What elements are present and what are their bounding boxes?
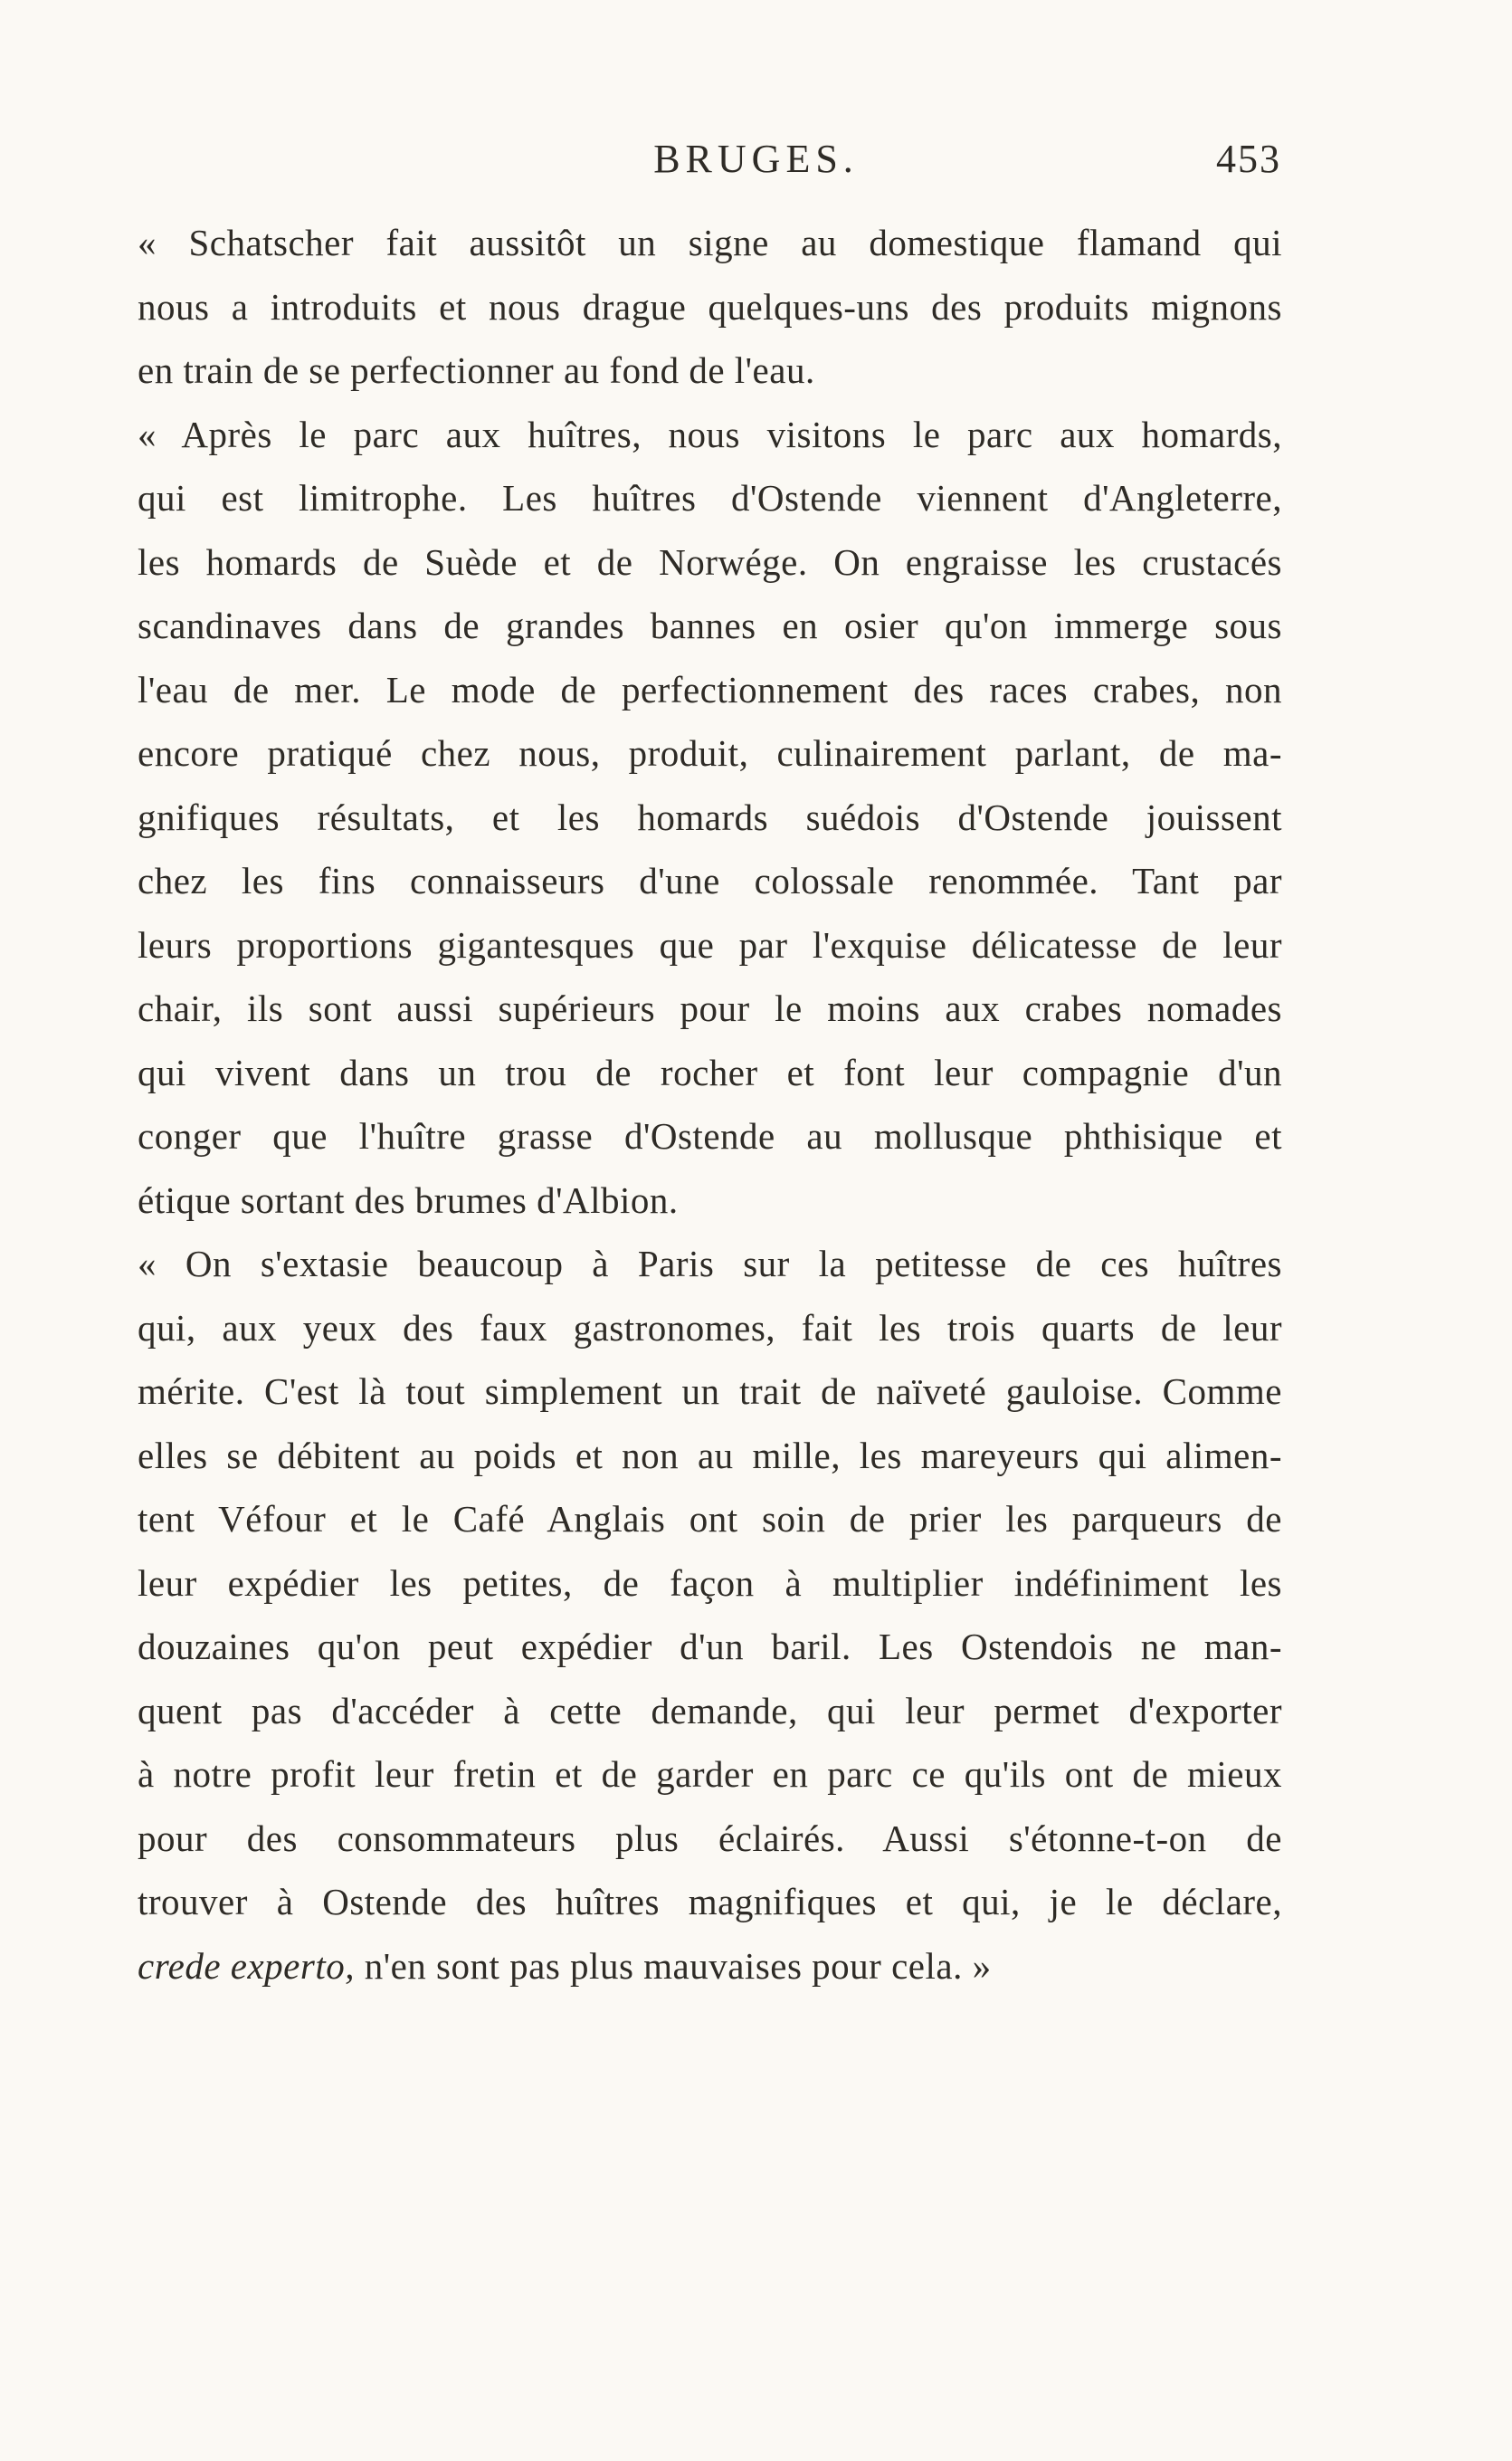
text-line: « On s'extasie beaucoup à Paris sur la petitesse de ces huîtres	[138, 1243, 1282, 1284]
page-number: 453	[1216, 137, 1281, 181]
text-line: nous a introduits et nous drague quelques-uns des produits mignons	[138, 285, 1282, 328]
text-line: chair, ils sont aussi supérieurs pour le moins aux crabes nomades	[138, 987, 1282, 1029]
text-line: à notre profit leur fretin et de garder en parc ce qu'ils ont de mieux	[138, 1753, 1282, 1795]
text-line: l'eau de mer. Le mode de perfectionnement des races crabes, non	[138, 668, 1282, 711]
text-line: trouver à Ostende des huîtres magnifiques et qui, je le déclare,	[138, 1881, 1282, 1922]
text-line: tent Véfour et le Café Anglais ont soin de prier les parqueurs de	[138, 1498, 1282, 1540]
text-line: quent pas d'accéder à cette demande, qui leur permet d'exporter	[138, 1689, 1282, 1731]
text-line: qui est limitrophe. Les huîtres d'Ostende viennent d'Angleterre,	[138, 477, 1282, 519]
page-header	[0, 136, 1512, 190]
final-text-line	[138, 1934, 1282, 1998]
text-line: pour des consommateurs plus éclairés. Aussi s'étonne-t-on de	[138, 1817, 1282, 1859]
text-line: qui vivent dans un trou de rocher et font leur compagnie d'un	[138, 1051, 1282, 1093]
text-line: encore pratiqué chez nous, produit, culinairement parlant, de ma-	[138, 732, 1282, 774]
latin-phrase: crede experto,	[138, 1944, 355, 1987]
text-line: étique sortant des brumes d'Albion.	[138, 1178, 679, 1221]
text-line: chez les fins connaisseurs d'une colossale renommée. Tant par	[138, 860, 1282, 901]
text-line: « Schatscher fait aussitôt un signe au domestique flamand qui	[138, 222, 1282, 263]
body-text	[138, 211, 1282, 1998]
text-line: « Après le parc aux huîtres, nous visitons le parc aux homards,	[138, 413, 1282, 455]
text-line: gnifiques résultats, et les homards suédois d'Ostende jouissent	[138, 796, 1282, 838]
text-line: conger que l'huître grasse d'Ostende au mollusque phthisique et	[138, 1115, 1282, 1157]
text-line: qui, aux yeux des faux gastronomes, fait les trois quarts de leur	[138, 1306, 1282, 1349]
text-line: scandinaves dans de grandes bannes en osier qu'on immerge sous	[138, 605, 1282, 646]
text-line: leurs proportions gigantesques que par l'exquise délicatesse de leur	[138, 923, 1282, 966]
text-line: elles se débitent au poids et non au mille, les mareyeurs qui alimen-	[138, 1434, 1282, 1476]
final-line-rest: n'en sont pas plus mauvaises pour cela. »	[354, 1944, 992, 1987]
text-line: mérite. C'est là tout simplement un trait de naïveté gauloise. Comme	[138, 1370, 1282, 1412]
text-line: les homards de Suède et de Norwége. On engraisse les crustacés	[138, 540, 1282, 583]
text-line: en train de se perfectionner au fond de l'eau.	[138, 349, 815, 391]
text-line: douzaines qu'on peut expédier d'un baril. Les Ostendois ne man-	[138, 1626, 1282, 1667]
text-line: leur expédier les petites, de façon à multiplier indéfiniment les	[138, 1561, 1282, 1604]
running-title: BRUGES.	[653, 137, 859, 181]
